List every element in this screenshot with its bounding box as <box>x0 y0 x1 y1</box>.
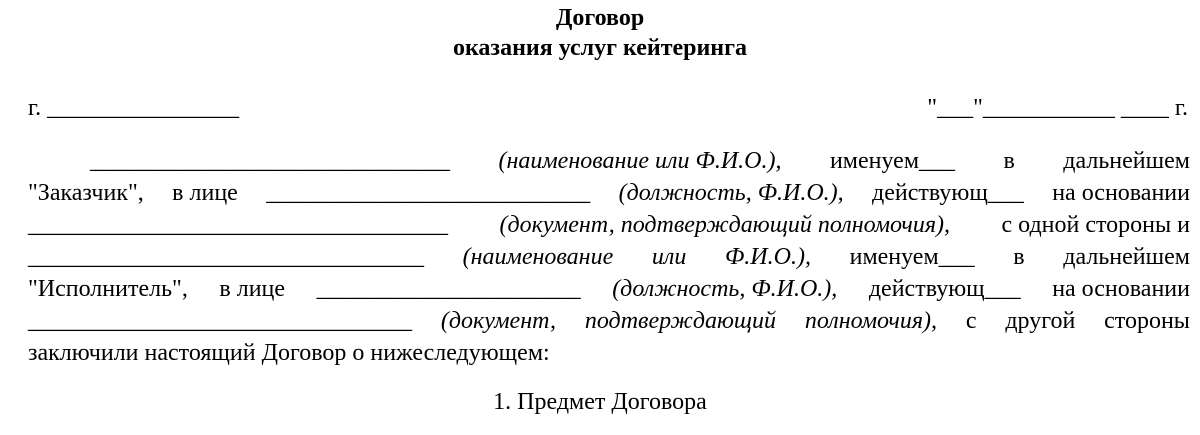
word: действующ___ <box>872 180 1024 206</box>
word: на основании <box>1052 180 1190 206</box>
word: с одной стороны и <box>1001 212 1190 238</box>
paragraph-line-7 <box>28 337 1190 369</box>
document-subtitle: оказания услуг кейтеринга <box>452 35 748 61</box>
blank-contractor-name: _________________________________ <box>28 244 424 270</box>
city-field: г. ________________ <box>28 95 240 121</box>
blank-contractor-doc: ________________________________ <box>28 308 412 334</box>
blank-customer-name: ______________________________ <box>90 148 450 174</box>
word: именуем___ <box>849 244 975 270</box>
place-date-row <box>28 93 1188 123</box>
word: с <box>965 308 977 334</box>
hint-name: или <box>651 244 687 270</box>
word: действующ___ <box>868 276 1021 302</box>
word: "Заказчик", <box>28 180 144 206</box>
word: стороны <box>1104 308 1190 334</box>
section-heading: 1. Предмет Договора <box>493 389 707 415</box>
word: "Исполнитель", <box>28 276 188 302</box>
word: дальнейшем <box>1063 148 1190 174</box>
hint-name: Ф.И.О.), <box>724 244 811 270</box>
paragraph-line-6 <box>28 305 1190 337</box>
hint-name: (наименование <box>462 244 614 270</box>
word: именуем___ <box>829 148 956 174</box>
paragraph-line-1 <box>28 145 1190 177</box>
hint-position: (должность, Ф.И.О.), <box>612 276 838 302</box>
hint-document: (документ, подтверждающий полномочия), <box>499 212 950 238</box>
paragraph-closing: заключили настоящий Договор о нижеследующем: <box>28 340 550 366</box>
word: в <box>1003 148 1015 174</box>
hint-document: (документ, <box>440 308 557 334</box>
word: в лице <box>172 180 238 206</box>
date-field: "___"___________ ____ г. <box>927 95 1188 121</box>
word: в лице <box>219 276 286 302</box>
hint-document: полномочия), <box>804 308 937 334</box>
hint-document: подтверждающий <box>584 308 777 334</box>
paragraph-line-4 <box>28 241 1190 273</box>
hint-position: (должность, Ф.И.О.), <box>618 180 844 206</box>
blank-customer-rep: ___________________________ <box>266 180 591 206</box>
word: другой <box>1005 308 1076 334</box>
word: в <box>1013 244 1025 270</box>
blank-customer-doc: ___________________________________ <box>28 212 448 238</box>
document-title: Договор <box>555 5 645 31</box>
paragraph-line-2 <box>28 177 1190 209</box>
paragraph-line-5 <box>28 273 1190 305</box>
blank-contractor-rep: ______________________ <box>316 276 581 302</box>
paragraph-line-3 <box>28 209 1190 241</box>
word: на основании <box>1052 276 1190 302</box>
hint-name: (наименование или Ф.И.О.), <box>498 148 782 174</box>
word: дальнейшем <box>1063 244 1190 270</box>
parties-paragraph <box>28 145 1190 369</box>
